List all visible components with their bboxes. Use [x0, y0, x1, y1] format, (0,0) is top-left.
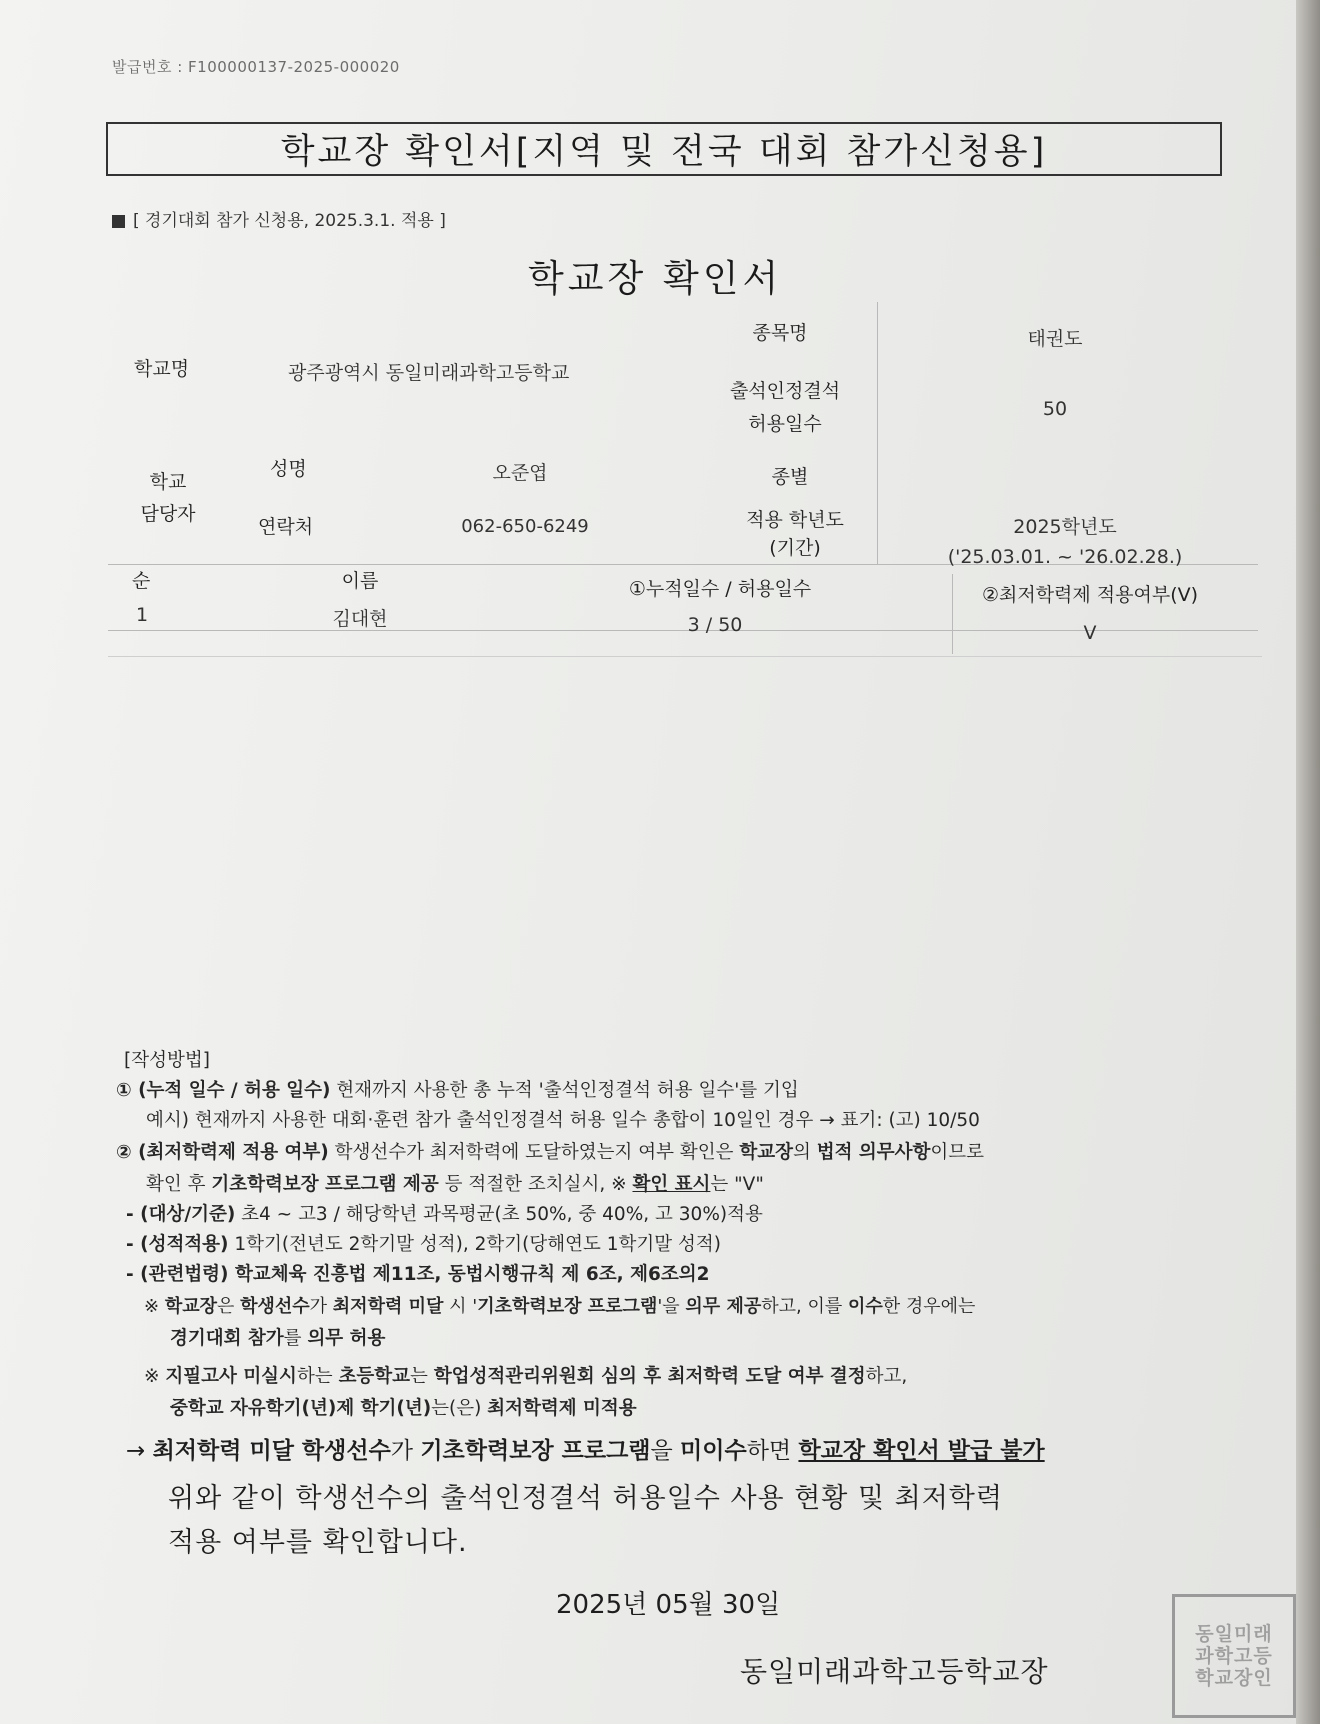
usage-note-text: [ 경기대회 참가 신청용, 2025.3.1. 적용 ]: [133, 211, 446, 231]
method-line-4: [146, 1170, 764, 1196]
arrow-icon: →: [126, 1438, 153, 1464]
method-line-9-bold: 의무 허용: [307, 1328, 386, 1349]
seal-line: 학교장인: [1195, 1667, 1273, 1689]
banner-title: 학교장 확인서[지역 및 전국 대회 참가신청용]: [106, 122, 1222, 176]
table-row-days: 3 / 50: [687, 614, 743, 636]
manager-label: [128, 466, 208, 530]
method-line-10-text: 는: [410, 1366, 434, 1387]
confirmation-line2: 적용 여부를 확인합니다.: [168, 1527, 468, 1558]
method-line-12-text: 가: [390, 1438, 421, 1464]
issue-date: 2025년 05월 30일: [556, 1590, 781, 1620]
table-header-applied: ②최저학력제 적용여부(V): [981, 584, 1199, 606]
method-line-7-key: - (관련법령): [126, 1264, 229, 1285]
method-line-4-text: 등 적절한 조치실시, ※: [438, 1174, 633, 1195]
year-label-line1: 적용 학년도: [746, 509, 844, 531]
table-header-days: ①누적일수 / 허용일수: [628, 578, 812, 600]
method-line-8-text: 시 ': [443, 1296, 478, 1317]
method-line-8: [144, 1292, 975, 1318]
method-line-12-bold: 미이수: [680, 1438, 747, 1464]
method-line-10-text: 하고,: [865, 1366, 908, 1387]
method-line-3-text: 이므로: [930, 1142, 985, 1163]
method-line-12-bold: 기초학력보장 프로그램: [420, 1438, 651, 1464]
method-line-10: [144, 1362, 907, 1388]
method-line-5: [126, 1200, 763, 1226]
contact-value: 062-650-6249: [461, 516, 589, 537]
method-line-10-text: ※: [144, 1366, 166, 1387]
issue-number: 발급번호 : F100000137-2025-000020: [112, 58, 400, 76]
year-value-line2: ('25.03.01. ~ '26.02.28.): [947, 546, 1183, 568]
absence-label: [700, 376, 870, 436]
usage-note: [112, 206, 446, 231]
table-bottom: [108, 656, 1262, 657]
page-edge-shadow: [1296, 0, 1320, 1724]
manager-label-line1: 학교: [149, 471, 187, 493]
method-line-3-text: 학생선수가 최저학력에 도달하였는지 여부 확인은: [328, 1142, 740, 1163]
method-line-8-bold: 이수: [847, 1296, 883, 1317]
method-line-12-bold: 최저학력 미달 학생선수: [152, 1438, 391, 1464]
school-value: 광주광역시 동일미래과학고등학교: [288, 362, 570, 384]
method-line-12-underlined: 학교장 확인서 발급 불가: [798, 1438, 1045, 1464]
method-line-8-bold: 기초학력보장 프로그램: [477, 1296, 658, 1317]
school-label: 학교명: [134, 358, 190, 380]
confirmation-line1: 위와 같이 학생선수의 출석인정결석 허용일수 사용 현황 및 최저학력: [168, 1483, 1003, 1514]
year-value: [920, 512, 1210, 572]
table-row-applied: V: [1083, 622, 1097, 644]
method-line-10-bold: 지필고사 미실시: [165, 1366, 297, 1387]
type-label: 종별: [771, 466, 809, 488]
method-line-10-text: 하는: [296, 1366, 339, 1387]
method-line-12-text: 을: [650, 1438, 681, 1464]
method-line-3-bold: 법적 의무사항: [816, 1142, 931, 1163]
method-line-11-bold: 최저학력제 미적용: [487, 1398, 637, 1419]
method-line-8-text: 한 경우에는: [882, 1296, 976, 1317]
official-seal-stamp: [1172, 1594, 1296, 1718]
method-line-11-bold: 중학교 자유학기(년)제 학기(년): [170, 1398, 432, 1419]
method-line-6-text: 1학기(전년도 2학기말 성적), 2학기(당해연도 1학기말 성적): [228, 1234, 721, 1255]
method-line-7-text: 학교체육 진흥법 제11조, 동법시행규칙 제 6조, 제6조의2: [228, 1264, 710, 1285]
method-line-9-text: 를: [283, 1328, 308, 1349]
table-row-no: 1: [136, 604, 149, 626]
method-line-4-bold: 기초학력보장 프로그램 제공: [211, 1174, 439, 1195]
method-line-5-text: 초4 ~ 고3 / 해당학년 과목평균(초 50%, 중 40%, 고 30%)적용: [235, 1204, 763, 1225]
method-line-1-text: 현재까지 사용한 총 누적 '출석인정결석 허용 일수'를 기입: [330, 1080, 799, 1101]
method-line-8-text: '을: [657, 1296, 686, 1317]
contact-label: 연락처: [258, 516, 314, 538]
method-line-8-text: 은: [216, 1296, 241, 1317]
document-title: 학교장 확인서: [528, 257, 783, 300]
year-value-line1: 2025학년도: [1013, 516, 1117, 538]
absence-label-line1: 출석인정결석: [729, 380, 841, 402]
method-line-1: [116, 1076, 799, 1102]
method-line-11-text: 는(은): [431, 1398, 488, 1419]
method-line-3-key: ② (최저학력제 적용 여부): [116, 1142, 329, 1163]
method-line-8-bold: 학생선수: [240, 1296, 310, 1317]
method-line-4-underlined: 확인 표시: [632, 1174, 711, 1195]
principal-name: 동일미래과학고등학교장: [740, 1655, 1049, 1688]
year-label-line2: (기간): [769, 537, 821, 559]
name-value: 오준엽: [492, 462, 548, 484]
square-bullet-icon: [112, 215, 125, 228]
method-title: [작성방법]: [124, 1050, 210, 1071]
method-line-12: [126, 1432, 1045, 1465]
event-label: 종목명: [752, 322, 808, 344]
method-line-8-bold: 의무 제공: [685, 1296, 762, 1317]
method-line-8-text: ※: [144, 1296, 165, 1317]
seal-line: 동일미래: [1195, 1623, 1273, 1645]
method-line-7: [126, 1260, 709, 1286]
method-line-6-key: - (성적적용): [126, 1234, 229, 1255]
method-line-2: 예시) 현재까지 사용한 대회·훈련 참가 출석인정결석 허용 일수 총합이 10일인 경우 → 표기: (고) 10/50: [146, 1110, 980, 1131]
method-line-1-key: ① (누적 일수 / 허용 일수): [116, 1080, 331, 1101]
method-line-5-key: - (대상/기준): [126, 1204, 236, 1225]
method-line-8-bold: 최저학력 미달: [332, 1296, 444, 1317]
absence-label-line2: 허용일수: [748, 413, 822, 435]
method-line-8-bold: 학교장: [164, 1296, 217, 1317]
method-line-9-bold: 경기대회 참가: [170, 1328, 284, 1349]
table-header-name: 이름: [341, 570, 379, 592]
table-header-no: 순: [132, 570, 151, 592]
method-line-6: [126, 1230, 721, 1256]
name-label: 성명: [270, 458, 307, 480]
event-value: 태권도: [1027, 328, 1083, 350]
method-line-8-text: 하고, 이를: [761, 1296, 848, 1317]
method-line-3: [116, 1138, 984, 1164]
table-row-name: 김대현: [332, 608, 388, 630]
method-line-4-text: 는 "V": [710, 1174, 764, 1195]
method-line-3-text: 의: [792, 1142, 817, 1163]
method-line-3-bold: 학교장: [739, 1142, 793, 1163]
method-line-10-bold: 초등학교: [338, 1366, 411, 1387]
method-line-8-text: 가: [309, 1296, 333, 1317]
year-label: [710, 506, 880, 562]
manager-label-line2: 담당자: [140, 503, 196, 525]
method-line-10-bold: 학업성적관리위원회 심의 후 최저학력 도달 여부 결정: [433, 1366, 866, 1387]
seal-line: 과학고등: [1195, 1645, 1273, 1667]
method-line-4-text: 확인 후: [146, 1174, 212, 1195]
absence-value: 50: [1042, 398, 1068, 420]
method-line-11: [170, 1394, 637, 1420]
method-line-12-text: 하면: [746, 1438, 799, 1464]
method-line-9: [170, 1324, 385, 1350]
